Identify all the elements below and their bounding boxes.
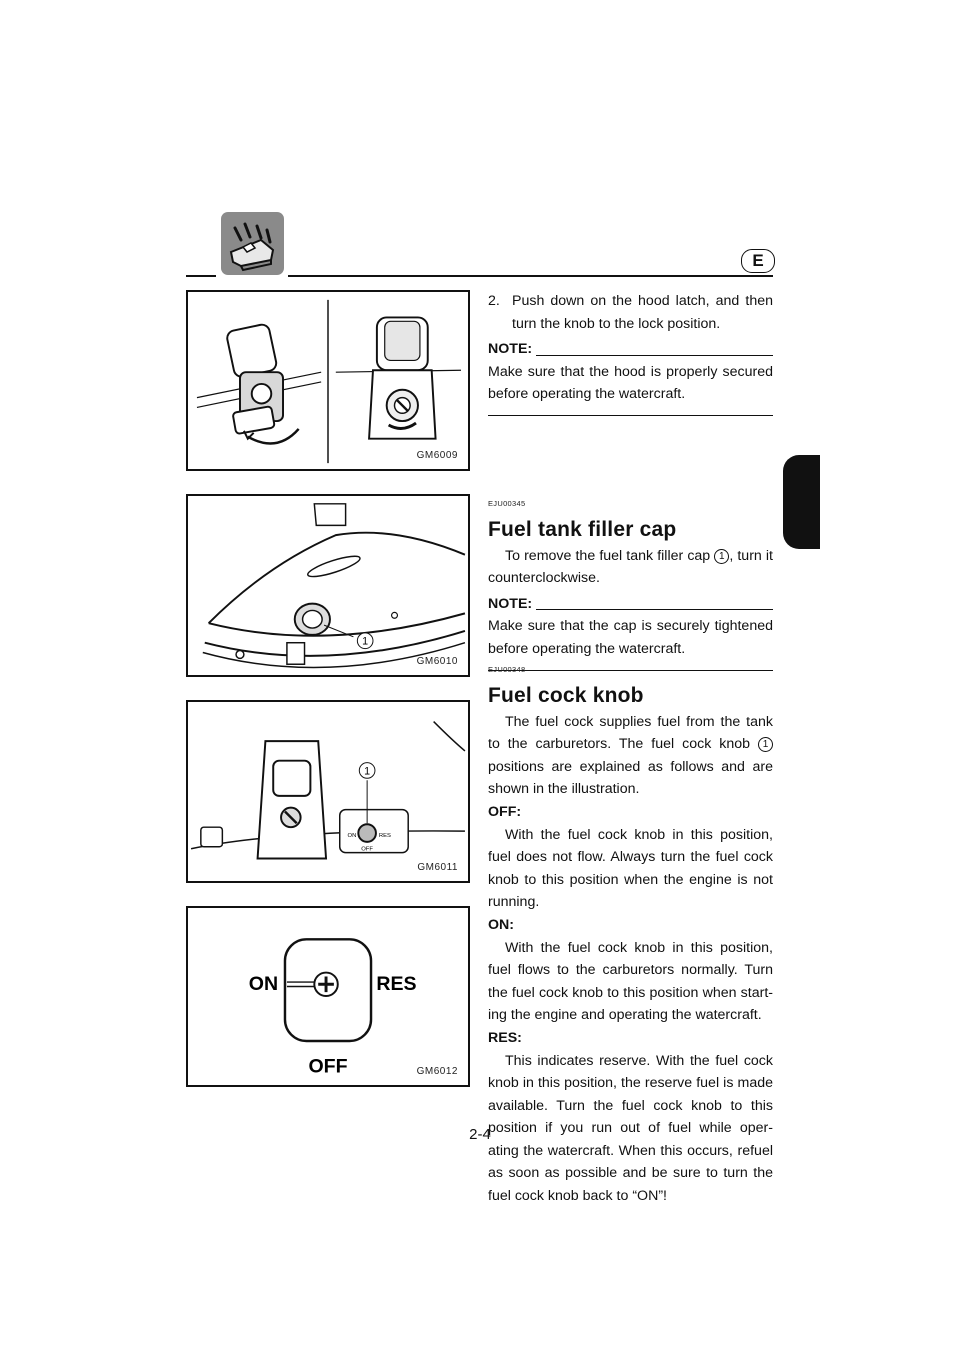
section-title: Fuel cock knob — [488, 683, 644, 707]
note-label: NOTE: — [488, 341, 533, 358]
on-description: With the fuel cock knob in this position, fuel flows to the carburetors normally. Turn the fuel cock knob to this position when start- ing the engine and operating the watercraft. — [488, 939, 773, 1024]
fuel-cock-illustration — [188, 702, 468, 881]
step-2 — [488, 290, 773, 335]
figure-hood-latch — [186, 290, 470, 471]
step-text: Push down on the hood latch, and then turn the knob to the lock position. — [512, 293, 773, 332]
figure-code: GM6011 — [417, 862, 458, 873]
section-text: To remove the fuel tank filler cap 1 , turn it counterclockwise. — [488, 547, 773, 587]
section-code: EJU00345 — [488, 499, 526, 508]
figure-code: GM6012 — [416, 1066, 458, 1077]
text-column-top — [488, 290, 773, 416]
page-number: 2-4 — [469, 1126, 491, 1143]
on-term: ON: — [488, 916, 515, 933]
knob-on-label: ON — [248, 973, 279, 996]
note-label: NOTE: — [488, 595, 533, 612]
off-term: OFF: — [488, 803, 522, 820]
on-label: ON — [347, 832, 357, 839]
section-code: EJU00348 — [488, 665, 526, 674]
language-badge: E — [741, 249, 775, 273]
res-label: RES — [378, 832, 391, 839]
note-heading — [488, 593, 773, 616]
res-term: RES: — [488, 1029, 522, 1046]
figure-code: GM6010 — [416, 656, 458, 667]
section-fuel-tank-filler-cap — [488, 493, 773, 671]
header-rule-right — [288, 275, 773, 277]
figure-fuel-cock-location — [186, 700, 470, 883]
step-number: 2. — [488, 293, 500, 309]
note-end-rule — [488, 415, 773, 416]
reference-number: 1 — [758, 737, 773, 752]
res-description: This indicates reserve. With the fuel cock knob in this position, the reserve fuel is made available. Turn the fuel cock knob to this position if you run out of fuel while oper- ating the watercraft. When this occurs, refuel as soon as possible and be sure to turn the fuel cock knob back to “ON”! — [488, 1052, 773, 1205]
off-label: OFF — [361, 846, 373, 853]
filler-cap-illustration — [188, 496, 468, 675]
figure-filler-cap — [186, 494, 470, 677]
knob-res-label: RES — [376, 973, 417, 996]
figure-code: GM6009 — [416, 450, 458, 461]
callout-number: 1 — [362, 635, 369, 648]
hood-latch-illustration — [188, 292, 468, 469]
knob-off-label: OFF — [308, 1055, 348, 1078]
fuel-cock-positions-illustration — [188, 908, 468, 1085]
chapter-tab — [783, 455, 820, 549]
header-rule-left — [186, 275, 216, 277]
note-text: Make sure that the hood is properly secured before operating the watercraft. — [488, 363, 773, 403]
note-heading — [488, 338, 773, 361]
reference-number: 1 — [714, 549, 729, 564]
section-intro: The fuel cock supplies fuel from the tank to the carburetors. The fuel cock knob 1 positions are explained as follows and are shown in the illustration. — [488, 713, 773, 798]
section-title: Fuel tank filler cap — [488, 517, 677, 541]
figure-fuel-cock-positions — [186, 906, 470, 1087]
off-description: With the fuel cock knob in this position, fuel does not flow. Always turn the fuel cock knob to this position when the engine is not running. — [488, 826, 773, 911]
watercraft-section-icon — [221, 212, 284, 275]
callout-number: 1 — [364, 765, 371, 778]
note-text: Make sure that the cap is securely tightened before operating the watercraft. — [488, 618, 773, 657]
